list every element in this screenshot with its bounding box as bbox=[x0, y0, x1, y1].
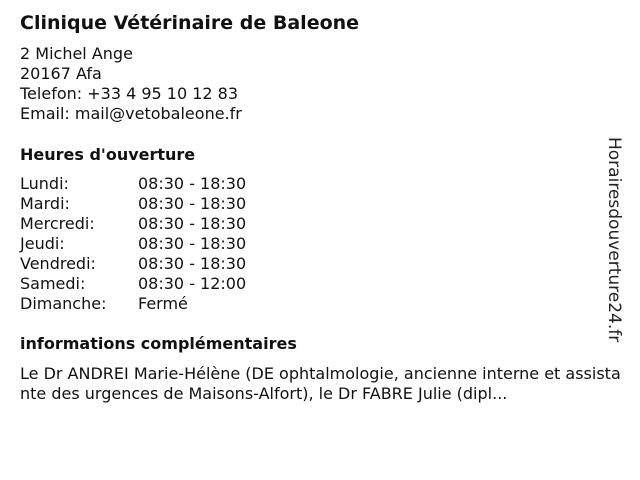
time-range: 08:30 - 12:00 bbox=[138, 274, 247, 293]
phone-number: Telefon: +33 4 95 10 12 83 bbox=[20, 84, 239, 103]
additional-info-text: Le Dr ANDREI Marie-Hélène (DE ophtalmologie, ancienne interne et assistante des urgences de Maisons-Alfort), le Dr FABRE Julie (dipl... bbox=[20, 364, 621, 403]
day-label: Mardi: bbox=[20, 194, 70, 213]
hours-row-wednesday bbox=[20, 214, 246, 234]
day-label: Lundi: bbox=[20, 174, 69, 193]
day-label: Mercredi: bbox=[20, 214, 95, 233]
time-range: 08:30 - 18:30 bbox=[138, 254, 247, 273]
day-label: Vendredi: bbox=[20, 254, 96, 273]
opening-hours-table bbox=[20, 174, 246, 314]
clinic-contact bbox=[20, 44, 242, 124]
time-range: 08:30 - 18:30 bbox=[138, 174, 247, 193]
hours-row-monday bbox=[20, 174, 246, 194]
time-range: 08:30 - 18:30 bbox=[138, 194, 247, 213]
watermark-text: Horairesdouverture24.fr bbox=[604, 137, 624, 343]
time-range: 08:30 - 18:30 bbox=[138, 234, 247, 253]
opening-hours-heading: Heures d'ouverture bbox=[20, 145, 196, 164]
address-street: 2 Michel Ange bbox=[20, 44, 133, 63]
time-range: Fermé bbox=[138, 294, 188, 313]
day-label: Dimanche: bbox=[20, 294, 107, 313]
additional-info-heading: informations complémentaires bbox=[20, 334, 297, 353]
day-label: Samedi: bbox=[20, 274, 86, 293]
hours-row-saturday bbox=[20, 274, 246, 294]
hours-row-thursday bbox=[20, 234, 246, 254]
hours-row-sunday bbox=[20, 294, 246, 314]
time-range: 08:30 - 18:30 bbox=[138, 214, 247, 233]
day-label: Jeudi: bbox=[20, 234, 65, 253]
address-city: 20167 Afa bbox=[20, 64, 102, 83]
email-address: Email: mail@vetobaleone.fr bbox=[20, 104, 242, 123]
hours-row-tuesday bbox=[20, 194, 246, 214]
clinic-name: Clinique Vétérinaire de Baleone bbox=[20, 12, 360, 34]
hours-row-friday bbox=[20, 254, 246, 274]
